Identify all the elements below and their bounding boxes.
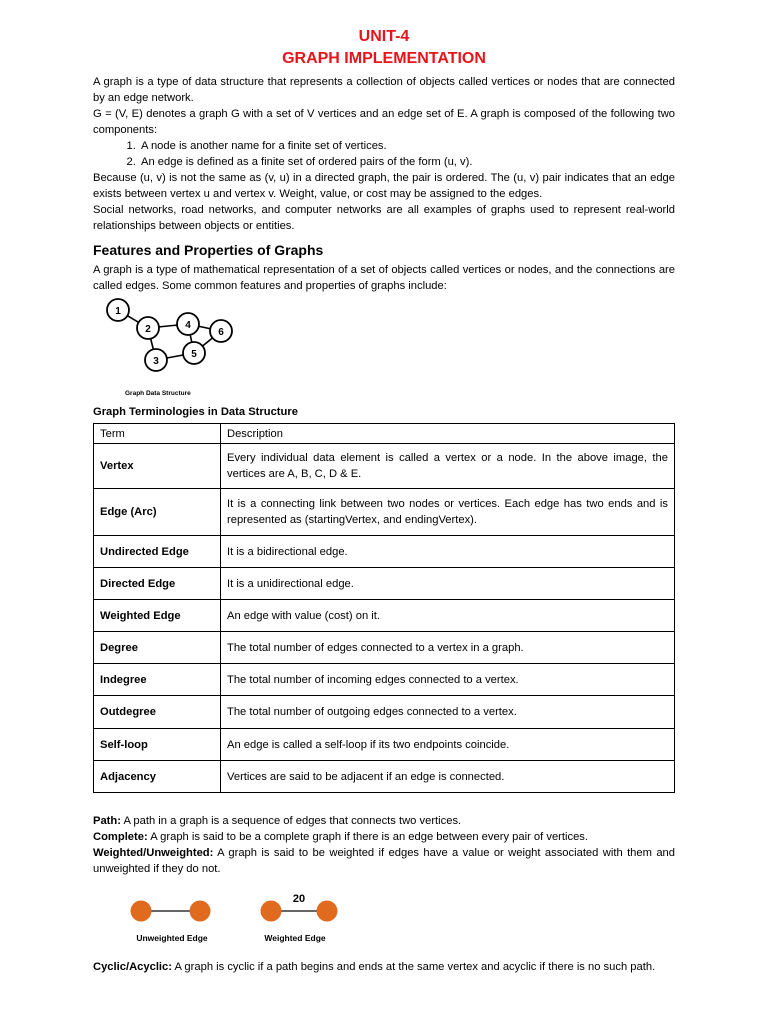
- table-row: [94, 696, 675, 729]
- node-label: 4: [185, 320, 191, 331]
- term-cell: Degree: [94, 632, 221, 664]
- definition-term: Cyclic/Acyclic:: [93, 961, 172, 973]
- unweighted-edge-node: [131, 901, 152, 922]
- page-title: GRAPH IMPLEMENTATION: [282, 50, 486, 67]
- list-item: 1. A node is another name for a finite set of vertices.: [139, 138, 675, 154]
- term-cell: Undirected Edge: [94, 536, 221, 568]
- unweighted-edge-caption: Unweighted Edge: [136, 933, 208, 943]
- intro-paragraph-4: Social networks, road networks, and computer networks are all examples of graphs used to represent real-world relationships between objects or entities.: [93, 204, 675, 232]
- term-cell: Edge (Arc): [94, 489, 221, 536]
- description-cell: The total number of incoming edges connected to a vertex.: [221, 664, 675, 696]
- unweighted-edge-node: [190, 901, 211, 922]
- weighted-edge-caption: Weighted Edge: [264, 933, 326, 943]
- table-row: [94, 444, 675, 489]
- definition-term: Path:: [93, 815, 121, 827]
- intro-paragraph-1: A graph is a type of data structure that represents a collection of objects called vertices or nodes that are connected by an edge network.: [93, 76, 675, 104]
- figure-caption: Graph Data Structure: [125, 390, 191, 397]
- edge-types-diagram: [93, 889, 675, 957]
- definition-text: A graph is said to be a complete graph if there is an edge between every pair of vertices.: [147, 831, 589, 843]
- table-row: [94, 600, 675, 632]
- terminology-table: [93, 423, 675, 793]
- term-cell: Directed Edge: [94, 568, 221, 600]
- components-list: [93, 138, 675, 170]
- table-row: [94, 489, 675, 536]
- features-heading: Features and Properties of Graphs: [93, 242, 324, 258]
- definition-path: [93, 813, 675, 829]
- definition-weighted: [93, 845, 675, 877]
- description-cell: Vertices are said to be adjacent if an edge is connected.: [221, 761, 675, 793]
- description-cell: The total number of edges connected to a vertex in a graph.: [221, 632, 675, 664]
- column-header-description: Description: [221, 424, 675, 444]
- definition-term: Complete:: [93, 831, 148, 843]
- term-cell: Vertex: [94, 444, 221, 489]
- edge-weight-label: 20: [292, 893, 306, 905]
- definition-text: A path in a graph is a sequence of edges that connects two vertices.: [120, 815, 462, 827]
- description-cell: An edge with value (cost) on it.: [221, 600, 675, 632]
- definition-term: Weighted/Unweighted:: [93, 847, 214, 859]
- table-row: [94, 761, 675, 793]
- definition-cyclic: [93, 959, 675, 975]
- edge-types-figure: [93, 889, 675, 957]
- list-item: 2. An edge is defined as a finite set of ordered pairs of the form (u, v).: [139, 154, 675, 170]
- table-row: [94, 664, 675, 696]
- weighted-edge-node: [261, 901, 282, 922]
- node-label: 5: [191, 349, 197, 360]
- description-cell: The total number of outgoing edges connected to a vertex.: [221, 696, 675, 729]
- table-row: [94, 536, 675, 568]
- description-cell: It is a bidirectional edge.: [221, 536, 675, 568]
- intro-paragraph-2: G = (V, E) denotes a graph G with a set of V vertices and an edge set of E. A graph is composed of the following two components:: [93, 108, 675, 136]
- graph-diagram: [93, 296, 253, 406]
- unit-heading: UNIT-4: [358, 28, 410, 45]
- description-cell: An edge is called a self-loop if its two endpoints coincide.: [221, 729, 675, 761]
- description-cell: Every individual data element is called a vertex or a node. In the above image, the vertices are A, B, C, D & E.: [221, 444, 675, 489]
- term-cell: Outdegree: [94, 696, 221, 729]
- definition-text: A graph is said to be weighted if edges have a value or weight associated with them and unweighted if they do not.: [93, 847, 675, 875]
- node-label: 2: [145, 324, 151, 335]
- node-label: 3: [153, 356, 159, 367]
- term-cell: Self-loop: [94, 729, 221, 761]
- table-row: [94, 568, 675, 600]
- intro-paragraph-3: Because (u, v) is not the same as (v, u) in a directed graph, the pair is ordered. The (u, v) pair indicates that an edge exists between vertex u and vertex v. Weight, value, or cost may be assigned to the edges.: [93, 172, 675, 200]
- term-cell: Adjacency: [94, 761, 221, 793]
- description-cell: It is a connecting link between two nodes or vertices. Each edge has two ends and is represented as (startingVertex, and endingVertex).: [221, 489, 675, 536]
- features-paragraph: A graph is a type of mathematical representation of a set of objects called vertices or nodes, and the connections are called edges. Some common features and properties of graphs include:: [93, 264, 675, 292]
- table-title: Graph Terminologies in Data Structure: [93, 406, 298, 418]
- table-row: [94, 632, 675, 664]
- definition-complete: [93, 829, 675, 845]
- table-header-row: [94, 424, 675, 444]
- term-cell: Indegree: [94, 664, 221, 696]
- definition-text: A graph is cyclic if a path begins and ends at the same vertex and acyclic if there is no such path.: [171, 961, 656, 973]
- definitions-section: [93, 813, 675, 877]
- description-cell: It is a unidirectional edge.: [221, 568, 675, 600]
- node-label: 1: [115, 306, 121, 317]
- weighted-edge-node: [317, 901, 338, 922]
- node-label: 6: [218, 327, 224, 338]
- table-row: [94, 729, 675, 761]
- term-cell: Weighted Edge: [94, 600, 221, 632]
- column-header-term: Term: [94, 424, 221, 444]
- graph-figure: [93, 296, 253, 406]
- document-page: [93, 26, 675, 975]
